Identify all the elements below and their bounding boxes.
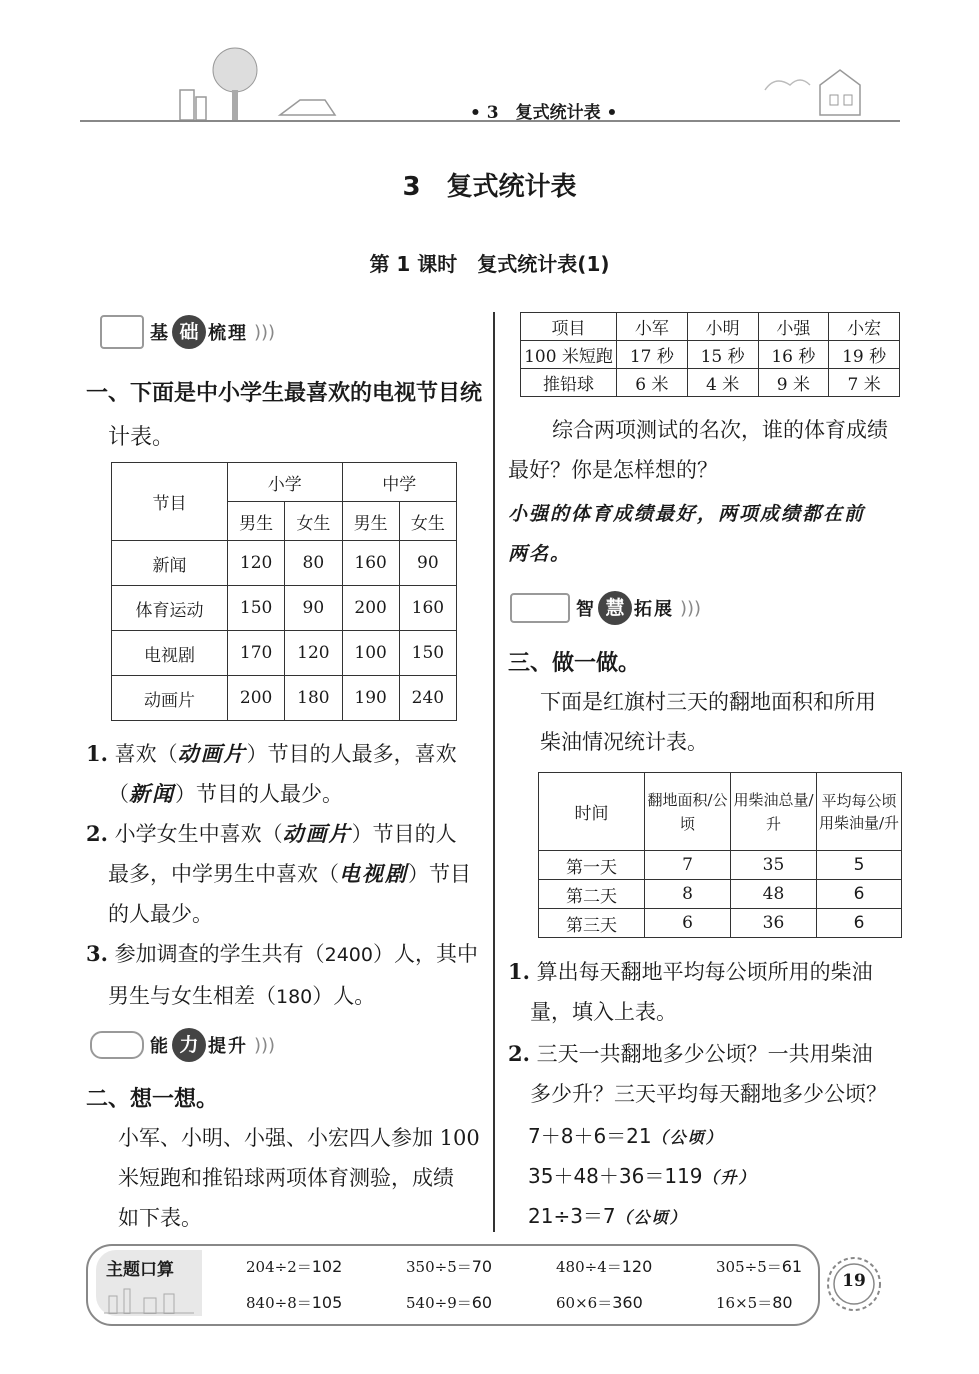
calc-expression: 35＋48＋36＝119 (528, 1164, 703, 1188)
q3-calc2[interactable] (528, 1156, 757, 1198)
badge-basic-circle: 础 (172, 315, 206, 349)
badge-basic-waves: ))) (254, 321, 276, 343)
table-cell: 120 (228, 541, 285, 586)
table-header-girl: 女生 (399, 502, 456, 541)
badge-ability-char1: 能 (150, 1036, 170, 1057)
table-cell: 9 米 (758, 369, 829, 397)
sub-number: 1. (508, 959, 530, 984)
math-answer[interactable]: 70 (471, 1257, 493, 1276)
math-answer[interactable]: 80 (772, 1293, 793, 1312)
mental-math-label: 主题口算 (106, 1260, 174, 1280)
table-cell: 190 (342, 676, 399, 721)
text: 算出每天翻地平均每公顷所用的柴油 (536, 960, 873, 984)
column-divider (493, 312, 495, 1232)
table-cell: 第一天 (539, 851, 645, 880)
math-question: 16×5＝ (716, 1294, 773, 1312)
text: 喜欢（ (114, 742, 178, 766)
text: 参加调查的学生共有（ (114, 942, 325, 966)
table-cell: 体育运动 (112, 586, 228, 631)
calc-unit: （升） (702, 1168, 757, 1187)
table-cell: 17 秒 (617, 341, 688, 369)
table-cell: 平均每公顷用柴油量/升 (817, 773, 902, 851)
text: ）人，其中 (372, 942, 478, 966)
table-cell: 35 (731, 851, 817, 880)
badge-wisdom-circle: 慧 (598, 591, 632, 625)
q3-calc1[interactable] (528, 1116, 724, 1158)
text: ）人。 (312, 984, 376, 1008)
mental-math-item (556, 1292, 643, 1313)
q3-sub1 (508, 952, 873, 992)
table-cell: 90 (285, 586, 342, 631)
table-header-girl: 女生 (285, 502, 342, 541)
sports-test-table (520, 312, 900, 397)
math-answer[interactable]: 102 (311, 1257, 343, 1276)
badge-basic-rest: 梳理 (208, 323, 248, 344)
table-header-boy: 男生 (228, 502, 285, 541)
badge-wisdom-rest: 拓展 (634, 599, 674, 620)
q2-answer-line2[interactable]: 两名。 (508, 543, 572, 565)
table-cell: 160 (342, 541, 399, 586)
table-cell: 推铅球 (521, 369, 617, 397)
table-cell: 100 (342, 631, 399, 676)
text: （ (108, 782, 129, 806)
header-house-illustration (760, 60, 890, 120)
table-cell: 翻地面积/公顷 (645, 773, 731, 851)
table-cell: 36 (731, 909, 817, 938)
calc-unit: （公顷） (651, 1128, 724, 1147)
math-answer[interactable]: 60 (471, 1293, 493, 1312)
math-answer[interactable]: 360 (612, 1293, 643, 1312)
math-question: 840÷8＝ (246, 1294, 312, 1312)
table-header-primary: 小学 (228, 463, 343, 502)
sub-number: 1. (86, 741, 108, 766)
table-cell: 7 (645, 851, 731, 880)
q1-sub2-cont (108, 854, 471, 894)
table-cell: 150 (228, 586, 285, 631)
q1-sub2-end: 的人最少。 (108, 902, 213, 926)
plowing-table (538, 772, 902, 938)
table-cell: 小明 (687, 313, 758, 341)
q2-paragraph-line3: 如下表。 (118, 1206, 202, 1230)
table-cell: 90 (399, 541, 456, 586)
table-cell: 6 (645, 909, 731, 938)
table-row (112, 541, 457, 586)
q1-sub1-cont (108, 774, 343, 814)
mental-math-item (716, 1256, 802, 1277)
table-cell: 100 米短跑 (521, 341, 617, 369)
text: 小学女生中喜欢（ (114, 822, 283, 846)
table-cell: 15 秒 (687, 341, 758, 369)
math-question: 60×6＝ (556, 1294, 613, 1312)
table-cell: 48 (731, 880, 817, 909)
table-row (539, 773, 902, 851)
table-cell: 150 (399, 631, 456, 676)
table-cell: 6 米 (617, 369, 688, 397)
table-row (521, 341, 900, 369)
badge-ability (90, 1025, 275, 1065)
q2-answer-line1[interactable]: 小强的体育成绩最好，两项成绩都在前 (508, 503, 866, 525)
answer-blank[interactable]: 动画片 (282, 822, 352, 846)
car-icon (90, 1031, 144, 1059)
table-cell: 第二天 (539, 880, 645, 909)
table-cell: 180 (285, 676, 342, 721)
answer-blank[interactable]: 2400 (324, 944, 373, 966)
q2-paragraph-line1: 小军、小明、小强、小宏四人参加 100 (118, 1126, 480, 1150)
book-icon (510, 593, 570, 623)
q2-question-line2: 最好？你是怎样想的？ (508, 458, 718, 482)
running-head: • 3 复式统计表 • (470, 103, 618, 123)
badge-wisdom (510, 588, 701, 628)
table-row (112, 586, 457, 631)
q3-sub2 (508, 1034, 873, 1074)
math-question: 480÷4＝ (556, 1258, 622, 1276)
header-illustration (160, 45, 360, 125)
math-answer[interactable]: 61 (781, 1257, 803, 1276)
mental-math-item (556, 1256, 652, 1277)
q1-sub3-cont (108, 976, 375, 1017)
table-row (521, 313, 900, 341)
table-cell: 16 秒 (758, 341, 829, 369)
table-cell: 小强 (758, 313, 829, 341)
q2-paragraph-line2: 米短跑和推铅球两项体育测验，成绩 (118, 1166, 454, 1190)
table-cell: 第三天 (539, 909, 645, 938)
table-row (539, 909, 902, 938)
table-cell: 80 (285, 541, 342, 586)
answer-blank[interactable]: 新闻 (129, 782, 175, 806)
q1-sub2 (86, 814, 486, 854)
text: 最多，中学男生中喜欢（ (108, 862, 339, 886)
math-question: 204÷2＝ (246, 1258, 312, 1276)
table-row (112, 676, 457, 721)
table-cell: 200 (228, 676, 285, 721)
q3-sub1-cont: 量，填入上表。 (530, 1000, 677, 1024)
calc-expression: 21÷3＝7 (528, 1204, 616, 1228)
text: 三天一共翻地多少公顷？一共用柴油 (536, 1042, 873, 1066)
table-cell: 240 (399, 676, 456, 721)
lesson-title: 第 1 课时 复式统计表(1) (369, 252, 610, 276)
page-number: 19 (842, 1271, 866, 1291)
table-cell: 小军 (617, 313, 688, 341)
table-cell: 电视剧 (112, 631, 228, 676)
math-question: 350÷5＝ (406, 1258, 472, 1276)
badge-ability-rest: 提升 (208, 1036, 248, 1057)
q2-heading: 二、想一想。 (86, 1087, 219, 1112)
table-cell: 160 (399, 586, 456, 631)
answer-cell[interactable]: 6 (817, 880, 902, 909)
table-cell: 动画片 (112, 676, 228, 721)
table-row (112, 631, 457, 676)
table-cell: 8 (645, 880, 731, 909)
answer-blank[interactable]: 动画片 (177, 742, 247, 766)
table-cell: 新闻 (112, 541, 228, 586)
slide-icon (100, 315, 144, 349)
table-row (539, 880, 902, 909)
answer-blank[interactable]: 电视剧 (339, 862, 408, 886)
math-question: 540÷9＝ (406, 1294, 472, 1312)
city-skyline-icon (104, 1284, 194, 1314)
sub-number: 2. (508, 1041, 530, 1066)
badge-ability-waves: ))) (254, 1034, 276, 1056)
table-cell: 170 (228, 631, 285, 676)
q1-heading-cont: 计表。 (108, 425, 175, 450)
badge-wisdom-char1: 智 (576, 599, 596, 620)
mental-math-item (406, 1256, 492, 1277)
table-cell: 项目 (521, 313, 617, 341)
q1-sub3 (86, 934, 486, 975)
sub-number: 3. (86, 941, 108, 966)
table-cell: 19 秒 (829, 341, 900, 369)
text: ）节目的人最多，喜欢 (246, 742, 457, 766)
badge-wisdom-waves: ))) (680, 597, 702, 619)
table-header-middle: 中学 (342, 463, 457, 502)
badge-basic-char1: 基 (150, 323, 170, 344)
page-title: 3 复式统计表 (402, 172, 577, 202)
q3-paragraph-line2: 柴油情况统计表。 (540, 730, 708, 754)
badge-ability-circle: 力 (172, 1028, 206, 1062)
calc-unit: （公顷） (615, 1208, 688, 1227)
q3-heading: 三、做一做。 (508, 651, 641, 676)
table-row (539, 851, 902, 880)
text: 男生与女生相差（ (108, 984, 276, 1008)
text: ）节目的人 (351, 822, 457, 846)
table-cell: 120 (285, 631, 342, 676)
answer-cell[interactable]: 5 (817, 851, 902, 880)
q3-calc3[interactable] (528, 1196, 688, 1238)
mental-math-item (716, 1292, 793, 1313)
answer-cell[interactable]: 6 (817, 909, 902, 938)
mental-math-item (246, 1292, 342, 1313)
q3-sub2-cont: 多少升？三天平均每天翻地多少公顷？ (530, 1082, 887, 1106)
table-cell: 小宏 (829, 313, 900, 341)
math-answer[interactable]: 120 (621, 1257, 653, 1276)
q2-question-line1: 综合两项测试的名次，谁的体育成绩 (552, 418, 888, 442)
mental-math-item (246, 1256, 342, 1277)
calc-expression: 7＋8＋6＝21 (528, 1124, 652, 1148)
sub-number: 2. (86, 821, 108, 846)
table-cell: 4 米 (687, 369, 758, 397)
table-cell: 200 (342, 586, 399, 631)
badge-basic (100, 312, 275, 352)
table-cell: 时间 (539, 773, 645, 851)
table-header-program: 节目 (112, 463, 228, 541)
table-header-boy: 男生 (342, 502, 399, 541)
tv-program-table (111, 462, 457, 721)
answer-blank[interactable]: 180 (276, 986, 313, 1008)
text: ）节目 (408, 862, 471, 886)
q1-heading: 一、下面是中小学生最喜欢的电视节目统 (86, 381, 483, 406)
math-answer[interactable]: 105 (311, 1293, 343, 1312)
text: ）节目的人最少。 (175, 782, 343, 806)
table-row (521, 369, 900, 397)
q3-paragraph-line1: 下面是红旗村三天的翻地面积和所用 (540, 690, 876, 714)
table-cell: 用柴油总量/升 (731, 773, 817, 851)
mental-math-item (406, 1292, 492, 1313)
table-cell: 7 米 (829, 369, 900, 397)
math-question: 305÷5＝ (716, 1258, 782, 1276)
q1-sub1 (86, 734, 486, 774)
